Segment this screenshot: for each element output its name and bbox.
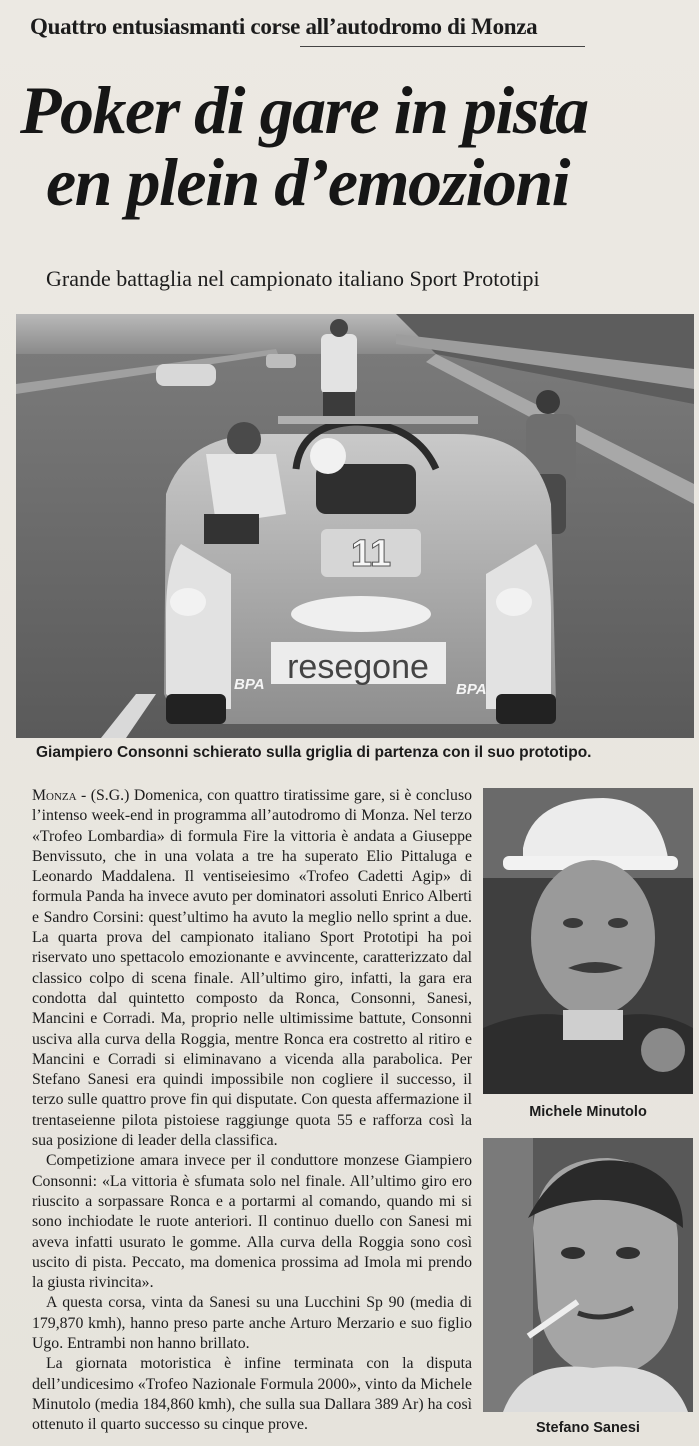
race-car-illustration	[16, 314, 694, 738]
car-sponsor-bpa-right: BPA	[456, 681, 487, 698]
car-sponsor-resegone: resegone	[287, 648, 429, 686]
main-headline	[20, 74, 690, 218]
kicker-underline	[300, 46, 585, 47]
article-body	[32, 786, 472, 1436]
paragraph-4: La giornata motoristica è infine terminata con la disputa dell’undicesimo «Trofeo Nazionale Formula 2000», vinto da Michele Minutolo (media 184,860 kmh), che sulla sua Dallara 389 Ar) ha così ottenuto il quarto successo su cinque prove.	[32, 1355, 472, 1434]
portrait-michele-minutolo	[483, 788, 693, 1094]
headline-line-2: en plein d’emozioni	[46, 144, 570, 220]
photo-caption: Giampiero Consonni schierato sulla griglia di partenza con il suo prototipo.	[36, 744, 592, 761]
portrait-stefano-sanesi	[483, 1138, 693, 1412]
paragraph-2: Competizione amara invece per il conduttore monzese Giampiero Consonni: «La vittoria è sfumata solo nel finale. All’ultimo giro ero riuscito a sorpassare Ronca e a portarmi al comando, quando mi si sono inchiodate le ruote anteriori. Il continuo duello con Sanesi mi aveva infatti usurato le gomme. Alla curva della Roggia sono così uscito di pista. Peccato, ma domenica prossima ad Imola mi prendo la giusta rivincita».	[32, 1152, 472, 1292]
dateline: Monza	[32, 787, 77, 804]
portrait-caption-1: Michele Minutolo	[529, 1104, 647, 1120]
headline-line-1: Poker di gare in pista	[20, 72, 588, 148]
paragraph-1-text: - (S.G.) Domenica, con quattro tiratissime gare, si è concluso l’intenso week-end in programma all’autodromo di Monza. Nel terzo «Trofeo Lombardia» di formula Fire la vittoria è andata a Giuseppe Benvissuto, che in una volata a tre ha superato Elio Pittaluga e Leonardo Maddalena. Il ventiseiesimo «Trofeo Cadetti Agip» di formula Panda ha invece avuto per dominatori assoluti Enrico Alberti e Sandro Corsini: quest’ultimo ha avuto la meglio nello sprint a due. La quarta prova del campionato italiano Sport Prototipi ha poi riservato uno spettacolo emozionante e avvincente, caratterizzato dal classico colpo di scena finale. All’ultimo giro, infatti, la gara era condotta dal quintetto composto da Ronca, Consonni, Sanesi, Mancini e Corradi. Ma, proprio nelle ultimissime battute, Consonni usciva alla curva della Roggia, mentre Ronca era costretto al ritiro e Mancini e Corradi si eliminavano a vicenda alla parabolica. Per Stefano Sanesi era quindi impossibile non cogliere il successo, il terzo sulle quattro prove fin qui disputate. Con questa affermazione il trentaseienne pilota pistoiese raggiunge quota 55 e rafforza così la sua posizione di leader della classifica.	[32, 787, 472, 1150]
paragraph-3: A questa corsa, vinta da Sanesi su una Lucchini Sp 90 (media di 179,870 kmh), hanno preso parte anche Arturo Merzario e suo figlio Ugo. Entrambi non hanno brillato.	[32, 1294, 472, 1353]
portrait-illustration-1	[483, 788, 693, 1094]
subheadline: Grande battaglia nel campionato italiano Sport Prototipi	[46, 266, 540, 291]
portrait-illustration-2	[483, 1138, 693, 1412]
paragraph-1	[32, 786, 472, 1151]
car-sponsor-bpa-left: BPA	[234, 676, 265, 693]
kicker-headline: Quattro entusiasmanti corse all’autodromo di Monza	[30, 14, 538, 39]
race-car-photo	[16, 314, 694, 738]
portrait-caption-2: Stefano Sanesi	[536, 1420, 640, 1436]
car-number: 11	[350, 533, 392, 575]
